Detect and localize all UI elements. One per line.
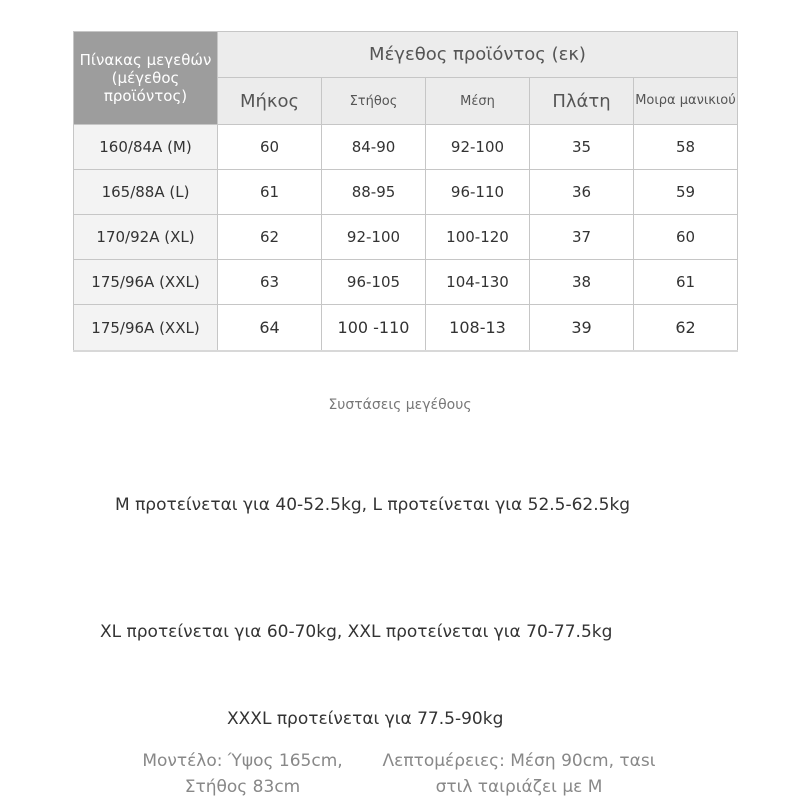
cell-length: 60 xyxy=(218,125,322,170)
row-size-label: 160/84A (M) xyxy=(74,125,218,170)
cell-shoulder: 39 xyxy=(530,305,634,352)
model-info-left: Μοντέλο: Ύψος 165cm, Στήθος 83cm xyxy=(142,751,343,797)
cell-waist: 100-120 xyxy=(426,215,530,260)
size-recommendations-caption: Συστάσεις μεγέθους xyxy=(328,397,472,413)
row-size-label: 170/92A (XL) xyxy=(74,215,218,260)
cell-waist: 104-130 xyxy=(426,260,530,305)
table-row xyxy=(74,260,738,305)
product-size-header: Μέγεθος προϊόντος (εκ) xyxy=(218,32,738,78)
cell-waist: 92-100 xyxy=(426,125,530,170)
cell-length: 62 xyxy=(218,215,322,260)
cell-chest: 100 -110 xyxy=(322,305,426,352)
row-size-label: 175/96A (XXL) xyxy=(74,260,218,305)
recommendation-xxxl: XXXL προτείνεται για 77.5-90kg xyxy=(227,709,504,729)
cell-shoulder: 37 xyxy=(530,215,634,260)
cell-length: 61 xyxy=(218,170,322,215)
row-size-label: 175/96A (XXL) xyxy=(74,305,218,352)
cell-sleeve: 62 xyxy=(634,305,738,352)
cell-chest: 84-90 xyxy=(322,125,426,170)
column-header-sleeve: Μοιρα μανικιού xyxy=(634,78,738,125)
column-header-length: Μήκος xyxy=(218,78,322,125)
table-row xyxy=(74,125,738,170)
cell-shoulder: 35 xyxy=(530,125,634,170)
size-chart-corner-label: Πίνακας μεγεθών (μέγεθος προϊόντος) xyxy=(74,32,218,125)
table-row xyxy=(74,305,738,352)
table-row xyxy=(74,170,738,215)
cell-waist: 108-13 xyxy=(426,305,530,352)
cell-sleeve: 60 xyxy=(634,215,738,260)
table-row xyxy=(74,215,738,260)
cell-shoulder: 38 xyxy=(530,260,634,305)
cell-chest: 92-100 xyxy=(322,215,426,260)
size-chart-table xyxy=(73,31,738,352)
cell-sleeve: 61 xyxy=(634,260,738,305)
cell-sleeve: 59 xyxy=(634,170,738,215)
column-header-chest: Στήθος xyxy=(322,78,426,125)
recommendation-xl-xxl: XL προτείνεται για 60-70kg, XXL προτείνεται για 70-77.5kg xyxy=(100,622,613,642)
column-header-waist: Μέση xyxy=(426,78,530,125)
cell-sleeve: 58 xyxy=(634,125,738,170)
model-info-right: Λεπτομέρειες: Μέση 90cm, ταѕι στιλ ταιριάζει με M xyxy=(382,751,656,797)
cell-waist: 96-110 xyxy=(426,170,530,215)
recommendation-m-l: M προτείνεται για 40-52.5kg, L προτείνεται για 52.5-62.5kg xyxy=(115,495,631,515)
column-header-shoulder: Πλάτη xyxy=(530,78,634,125)
cell-chest: 88-95 xyxy=(322,170,426,215)
cell-shoulder: 36 xyxy=(530,170,634,215)
cell-length: 64 xyxy=(218,305,322,352)
row-size-label: 165/88A (L) xyxy=(74,170,218,215)
cell-length: 63 xyxy=(218,260,322,305)
cell-chest: 96-105 xyxy=(322,260,426,305)
